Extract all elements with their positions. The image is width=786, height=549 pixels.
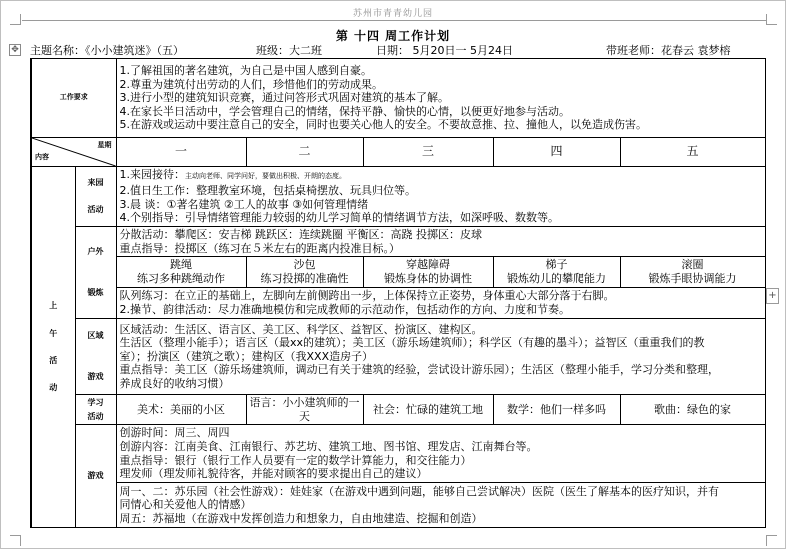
weekly-play-content xyxy=(116,483,765,528)
outdoor-activity-friday: 滚圈 锻炼手眼协调能力 xyxy=(620,257,765,288)
study-thursday: 数学：他们一样多吗 xyxy=(493,395,620,425)
requirement-item: 5.在游戏或运动中要注意自己的安全，同时也要关心他人的安全。不要故意推、拉、撞他人，以免造成伤害。 xyxy=(119,118,647,132)
arrival-item: 3.晨 谈：①著名建筑 ②工人的故事 ③如何管理情绪 xyxy=(119,197,369,211)
area-games-content xyxy=(116,319,765,395)
arrival-item: 1.来园接待：主动向老师、同学问好，要做出积极、开朗的态度。 xyxy=(119,168,346,182)
teacher-names: 带班老师：花春云 袁梦榕 xyxy=(606,44,731,57)
outdoor-zones xyxy=(116,227,765,257)
area-line: 养成良好的收纳习惯） xyxy=(119,376,230,390)
creative-line: 创游时间：周三、周四 xyxy=(119,426,230,440)
study-monday: 美术：美丽的小区 xyxy=(116,395,246,425)
table-move-handle-icon[interactable]: ✥ xyxy=(9,44,21,56)
arrival-item: 4.个别指导：引导情绪管理能力较弱的幼儿学习简单的情绪调节方法，如深呼吸、数数等。 xyxy=(119,211,559,225)
study-label: 学习 活动 xyxy=(75,395,116,425)
crop-mark-bottom-left xyxy=(10,535,21,546)
weekly-plan-table xyxy=(30,58,766,528)
outdoor-focus-text: 重点指导：投掷区（练习在５米左右的距离内投准目标。） xyxy=(119,241,400,255)
page-title: 第 十四 周工作计划 xyxy=(335,29,451,43)
arrival-item: 2.值日生工作：整理教室环境，包括桌椅摆放、玩具归位等。 xyxy=(119,183,416,197)
info-row xyxy=(30,42,766,57)
exercise-text: 2.操节、韵律活动：尽力准确地模仿和完成教师的示范动作，包括动作的方向、力度和节奏。 xyxy=(119,303,570,316)
weekday-monday: 一 xyxy=(116,138,246,167)
weekday-thursday: 四 xyxy=(493,138,620,167)
outdoor-activity-tuesday: 沙包 练习投掷的准确性 xyxy=(246,257,363,288)
outdoor-activity-thursday: 梯子 锻炼幼儿的攀爬能力 xyxy=(493,257,620,288)
page-header: 苏州市青青幼儿园 xyxy=(352,9,433,19)
outdoor-drill xyxy=(116,288,765,319)
corner-weekday-label: 星期 xyxy=(97,141,112,149)
outdoor-label: 户外 锻炼 xyxy=(75,227,116,319)
weekly-play-line: 周一、二：苏乐园（社会性游戏）：娃娃家（在游戏中遇到问题，能够自己尝试解决）医院（医生了解基本的医疗知识，并有 xyxy=(119,484,719,498)
creative-play-label: 游戏 xyxy=(75,425,116,528)
study-tuesday: 语言：小小建筑师的一天 xyxy=(246,395,363,425)
work-requirements-label: 工作要求 xyxy=(31,59,116,138)
header-rule xyxy=(22,20,766,21)
area-line: 区域活动：生活区、语言区、美工区、科学区、益智区、扮演区、建构区。 xyxy=(119,322,483,336)
creative-line: 重点指导：银行（银行工作人员要有一定的数学计算能力，和交往能力） xyxy=(119,453,472,467)
area-line: 室）；扮演区（建筑之歌）；建构区（我XXX造房子） xyxy=(119,349,374,363)
weekday-tuesday: 二 xyxy=(246,138,363,167)
requirement-item: 1.了解祖国的著名建筑，为自己是中国人感到自豪。 xyxy=(119,64,372,78)
arrival-content xyxy=(116,167,765,227)
weekday-wednesday: 三 xyxy=(363,138,493,167)
week-corner-cell xyxy=(31,138,116,167)
date-range: 日期： 5月20日一 5月24日 xyxy=(376,44,513,57)
requirement-item: 4.在家长半日活动中，学会管理自己的情绪，保持平静、愉快的心情，以便更好地参与活动。 xyxy=(119,104,570,118)
requirement-item: 2.尊重为建筑付出劳动的人们，珍惜他们的劳动成果。 xyxy=(119,77,383,91)
corner-content-label: 内容 xyxy=(35,153,49,162)
creative-play-content xyxy=(116,425,765,483)
area-line: 重点指导：美工区（游乐场建筑师，调动已有关于建筑的经验，尝试设计游乐园）；生活区（整理小能手，学习分类和整理， xyxy=(119,363,719,377)
arrival-label: 来园 活动 xyxy=(75,167,116,227)
crop-mark-top-left xyxy=(10,14,21,25)
outdoor-zones-text: 分散活动：攀爬区：安吉梯 跳跃区：连续跳圈 平衡区：高跷 投掷区：皮球 xyxy=(119,227,482,241)
weekly-play-line: 周五：苏福地（在游戏中发挥创造力和想象力，自由地建造、挖掘和创造） xyxy=(119,511,483,525)
weekday-friday: 五 xyxy=(620,138,765,167)
crop-mark-bottom-right xyxy=(766,535,777,546)
area-games-label: 区域 游戏 xyxy=(75,319,116,395)
creative-line: 理发师（理发师礼貌待客，并能对顾客的要求提出自己的建议） xyxy=(119,467,428,481)
outdoor-activity-monday: 跳绳 练习多种跳绳动作 xyxy=(116,257,246,288)
theme-name: 主题名称：《小小建筑迷》（五） xyxy=(30,44,184,57)
class-name: 班级：大二班 xyxy=(256,44,322,57)
creative-line: 创游内容：江南美食、江南银行、苏艺坊、建筑工地、图书馆、理发店、江南舞台等。 xyxy=(119,439,538,453)
drill-text: 队列练习：在立正的基础上，左脚向左前侧跨出一步，上体保持立正姿势，身体重心大部分落于右脚。 xyxy=(119,289,615,303)
crop-mark-top-right xyxy=(766,14,777,25)
requirement-item: 3.进行小型的建筑知识竞赛，通过问答形式巩固对建筑的基本了解。 xyxy=(119,91,449,105)
morning-activities-label: 上 午 活 动 xyxy=(31,167,75,528)
work-requirements-content xyxy=(116,59,765,138)
weekly-play-line: 同情心和关爱他人的情感） xyxy=(119,498,252,512)
area-line: 生活区（整理小能手）；语言区（最xx的建筑）；美工区（游乐场建筑师）；科学区（有趣的墨斗）；益智区（重重我们的教 xyxy=(119,336,705,350)
study-friday: 歌曲：绿色的家 xyxy=(620,395,765,425)
add-column-icon[interactable]: + xyxy=(766,288,779,304)
study-wednesday: 社会：忙碌的建筑工地 xyxy=(363,395,493,425)
outdoor-activity-wednesday: 穿越障碍 锻炼身体的协调性 xyxy=(363,257,493,288)
